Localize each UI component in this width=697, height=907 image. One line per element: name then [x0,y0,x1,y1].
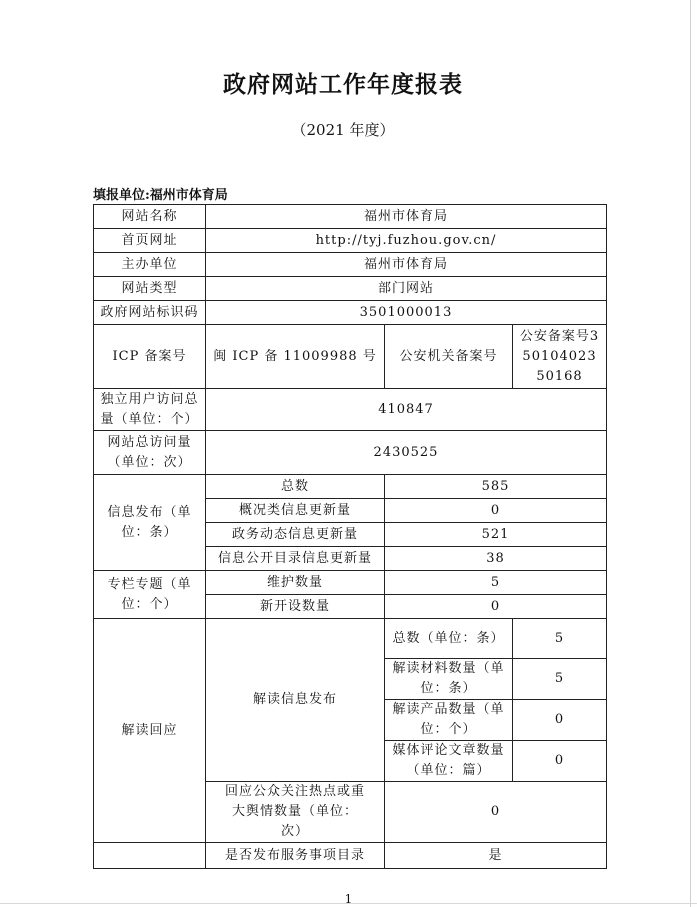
site-id-value: 3501000013 [206,301,607,325]
icp-label: ICP 备案号 [94,325,206,389]
report-table [93,204,607,869]
table-row [94,389,607,431]
info-overview-label: 概况类信息更新量 [206,499,385,523]
site-name-label: 网站名称 [94,205,206,229]
interp-media-value: 0 [513,741,607,782]
info-news-label: 政务动态信息更新量 [206,523,385,547]
site-type-value: 部门网站 [206,277,607,301]
page-number: 1 [344,892,353,906]
sponsor-value: 福州市体育局 [206,253,607,277]
interp-total-value: 5 [513,619,607,659]
table-row [94,843,607,869]
total-visits-value: 2430525 [206,431,607,475]
column-maintain-label: 维护数量 [206,571,385,595]
table-row [94,571,607,595]
interp-total-label: 总数（单位：条） [385,619,513,659]
police-record-value: 公安备案号35010402350168 [513,325,607,389]
info-news-value: 521 [385,523,607,547]
column-new-label: 新开设数量 [206,595,385,619]
police-record-label: 公安机关备案号 [385,325,513,389]
site-id-label: 政府网站标识码 [94,301,206,325]
page-edge-right [690,0,691,907]
info-catalog-label: 信息公开目录信息更新量 [206,547,385,571]
info-total-value: 585 [385,475,607,499]
homepage-value: http://tyj.fuzhou.gov.cn/ [206,229,607,253]
table-row [94,431,607,475]
public-response-label: 回应公众关注热点或重大舆情数量（单位：次） [206,782,385,843]
interp-product-value: 0 [513,700,607,741]
table-row [94,301,607,325]
info-overview-value: 0 [385,499,607,523]
sponsor-label: 主办单位 [94,253,206,277]
info-release-label: 信息发布（单位：条） [94,475,206,571]
interp-product-label: 解读产品数量（单位：个） [385,700,513,741]
table-row [94,475,607,499]
service-catalog-value: 是 [385,843,607,869]
interp-media-label: 媒体评论文章数量（单位：篇） [385,741,513,782]
table-row [94,619,607,659]
column-maintain-value: 5 [385,571,607,595]
page-title: 政府网站工作年度报表 [223,71,463,98]
icp-value: 闽 ICP 备 11009988 号 [206,325,385,389]
table-row [94,205,607,229]
reporting-unit: 填报单位:福州市体育局 [93,188,228,203]
public-response-value: 0 [385,782,607,843]
unique-visitors-value: 410847 [206,389,607,431]
service-catalog-label: 是否发布服务事项目录 [206,843,385,869]
table-row [94,277,607,301]
table-row [94,253,607,277]
total-visits-label: 网站总访问量（单位：次） [94,431,206,475]
column-topic-label: 专栏专题（单位：个） [94,571,206,619]
column-new-value: 0 [385,595,607,619]
site-type-label: 网站类型 [94,277,206,301]
table-row [94,229,607,253]
table-row [94,325,607,389]
info-total-label: 总数 [206,475,385,499]
interpretation-release-label: 解读信息发布 [206,619,385,782]
blank-cell [94,843,206,869]
site-name-value: 福州市体育局 [206,205,607,229]
interp-material-value: 5 [513,659,607,700]
interpretation-label: 解读回应 [94,619,206,843]
interp-material-label: 解读材料数量（单位：条） [385,659,513,700]
report-year: （2021 年度） [291,121,395,139]
unique-visitors-label: 独立用户访问总量（单位：个） [94,389,206,431]
info-catalog-value: 38 [385,547,607,571]
homepage-label: 首页网址 [94,229,206,253]
